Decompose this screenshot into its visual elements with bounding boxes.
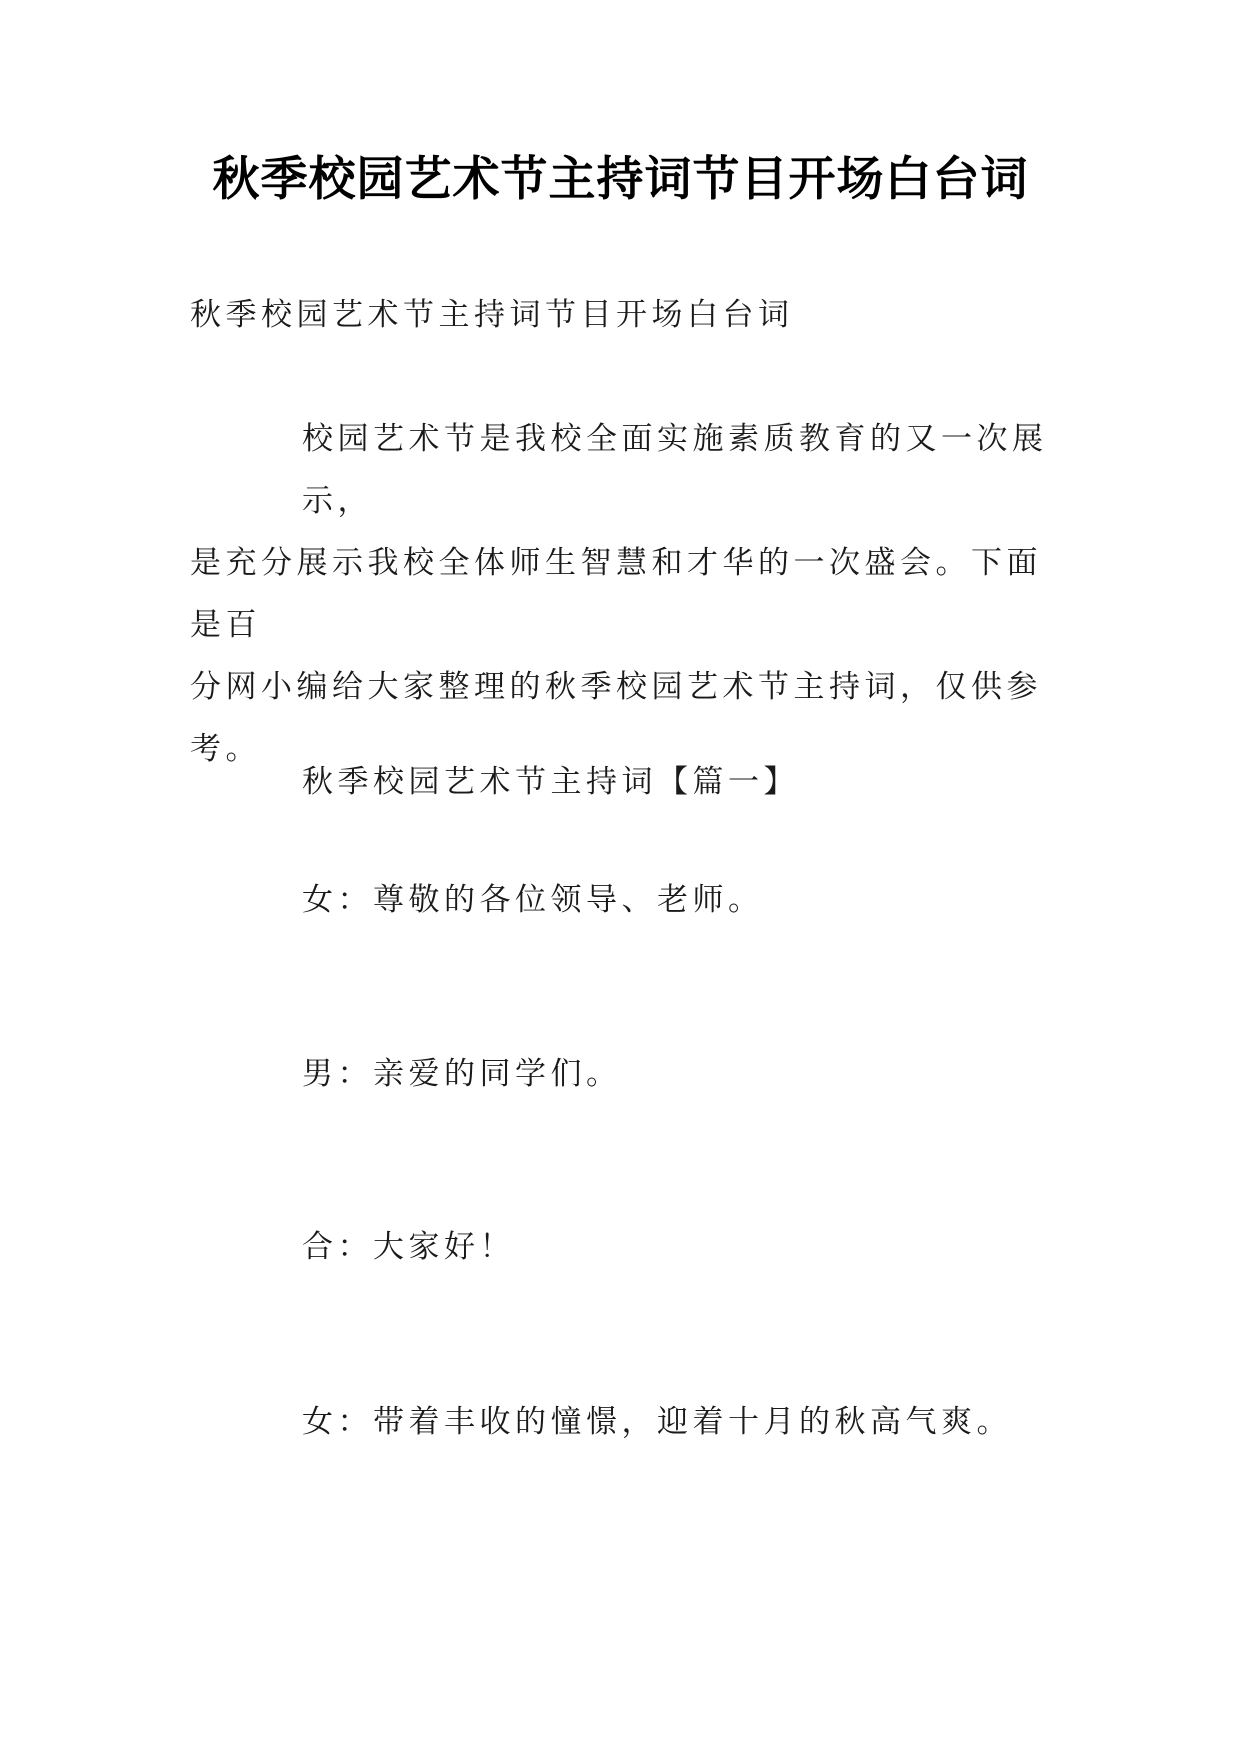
dialogue-line: 男：亲爱的同学们。	[302, 1056, 622, 1092]
intro-line: 校园艺术节是我校全面实施素质教育的又一次展示，	[302, 421, 1048, 519]
document-title: 秋季校园艺术节主持词节目开场白台词	[212, 152, 1029, 207]
document-subtitle: 秋季校园艺术节主持词节目开场白台词	[190, 297, 794, 333]
dialogue-line: 女：尊敬的各位领导、老师。	[302, 882, 764, 918]
dialogue-line: 女：带着丰收的憧憬，迎着十月的秋高气爽。	[302, 1404, 1012, 1440]
section-heading: 秋季校园艺术节主持词【篇一】	[302, 764, 799, 800]
dialogue-line: 合：大家好！	[302, 1229, 515, 1265]
intro-paragraph	[190, 408, 1070, 780]
intro-line: 分网小编给大家整理的秋季校园艺术节主持词，仅供参考。	[190, 669, 1042, 767]
intro-line: 是充分展示我校全体师生智慧和才华的一次盛会。下面是百	[190, 545, 1042, 643]
